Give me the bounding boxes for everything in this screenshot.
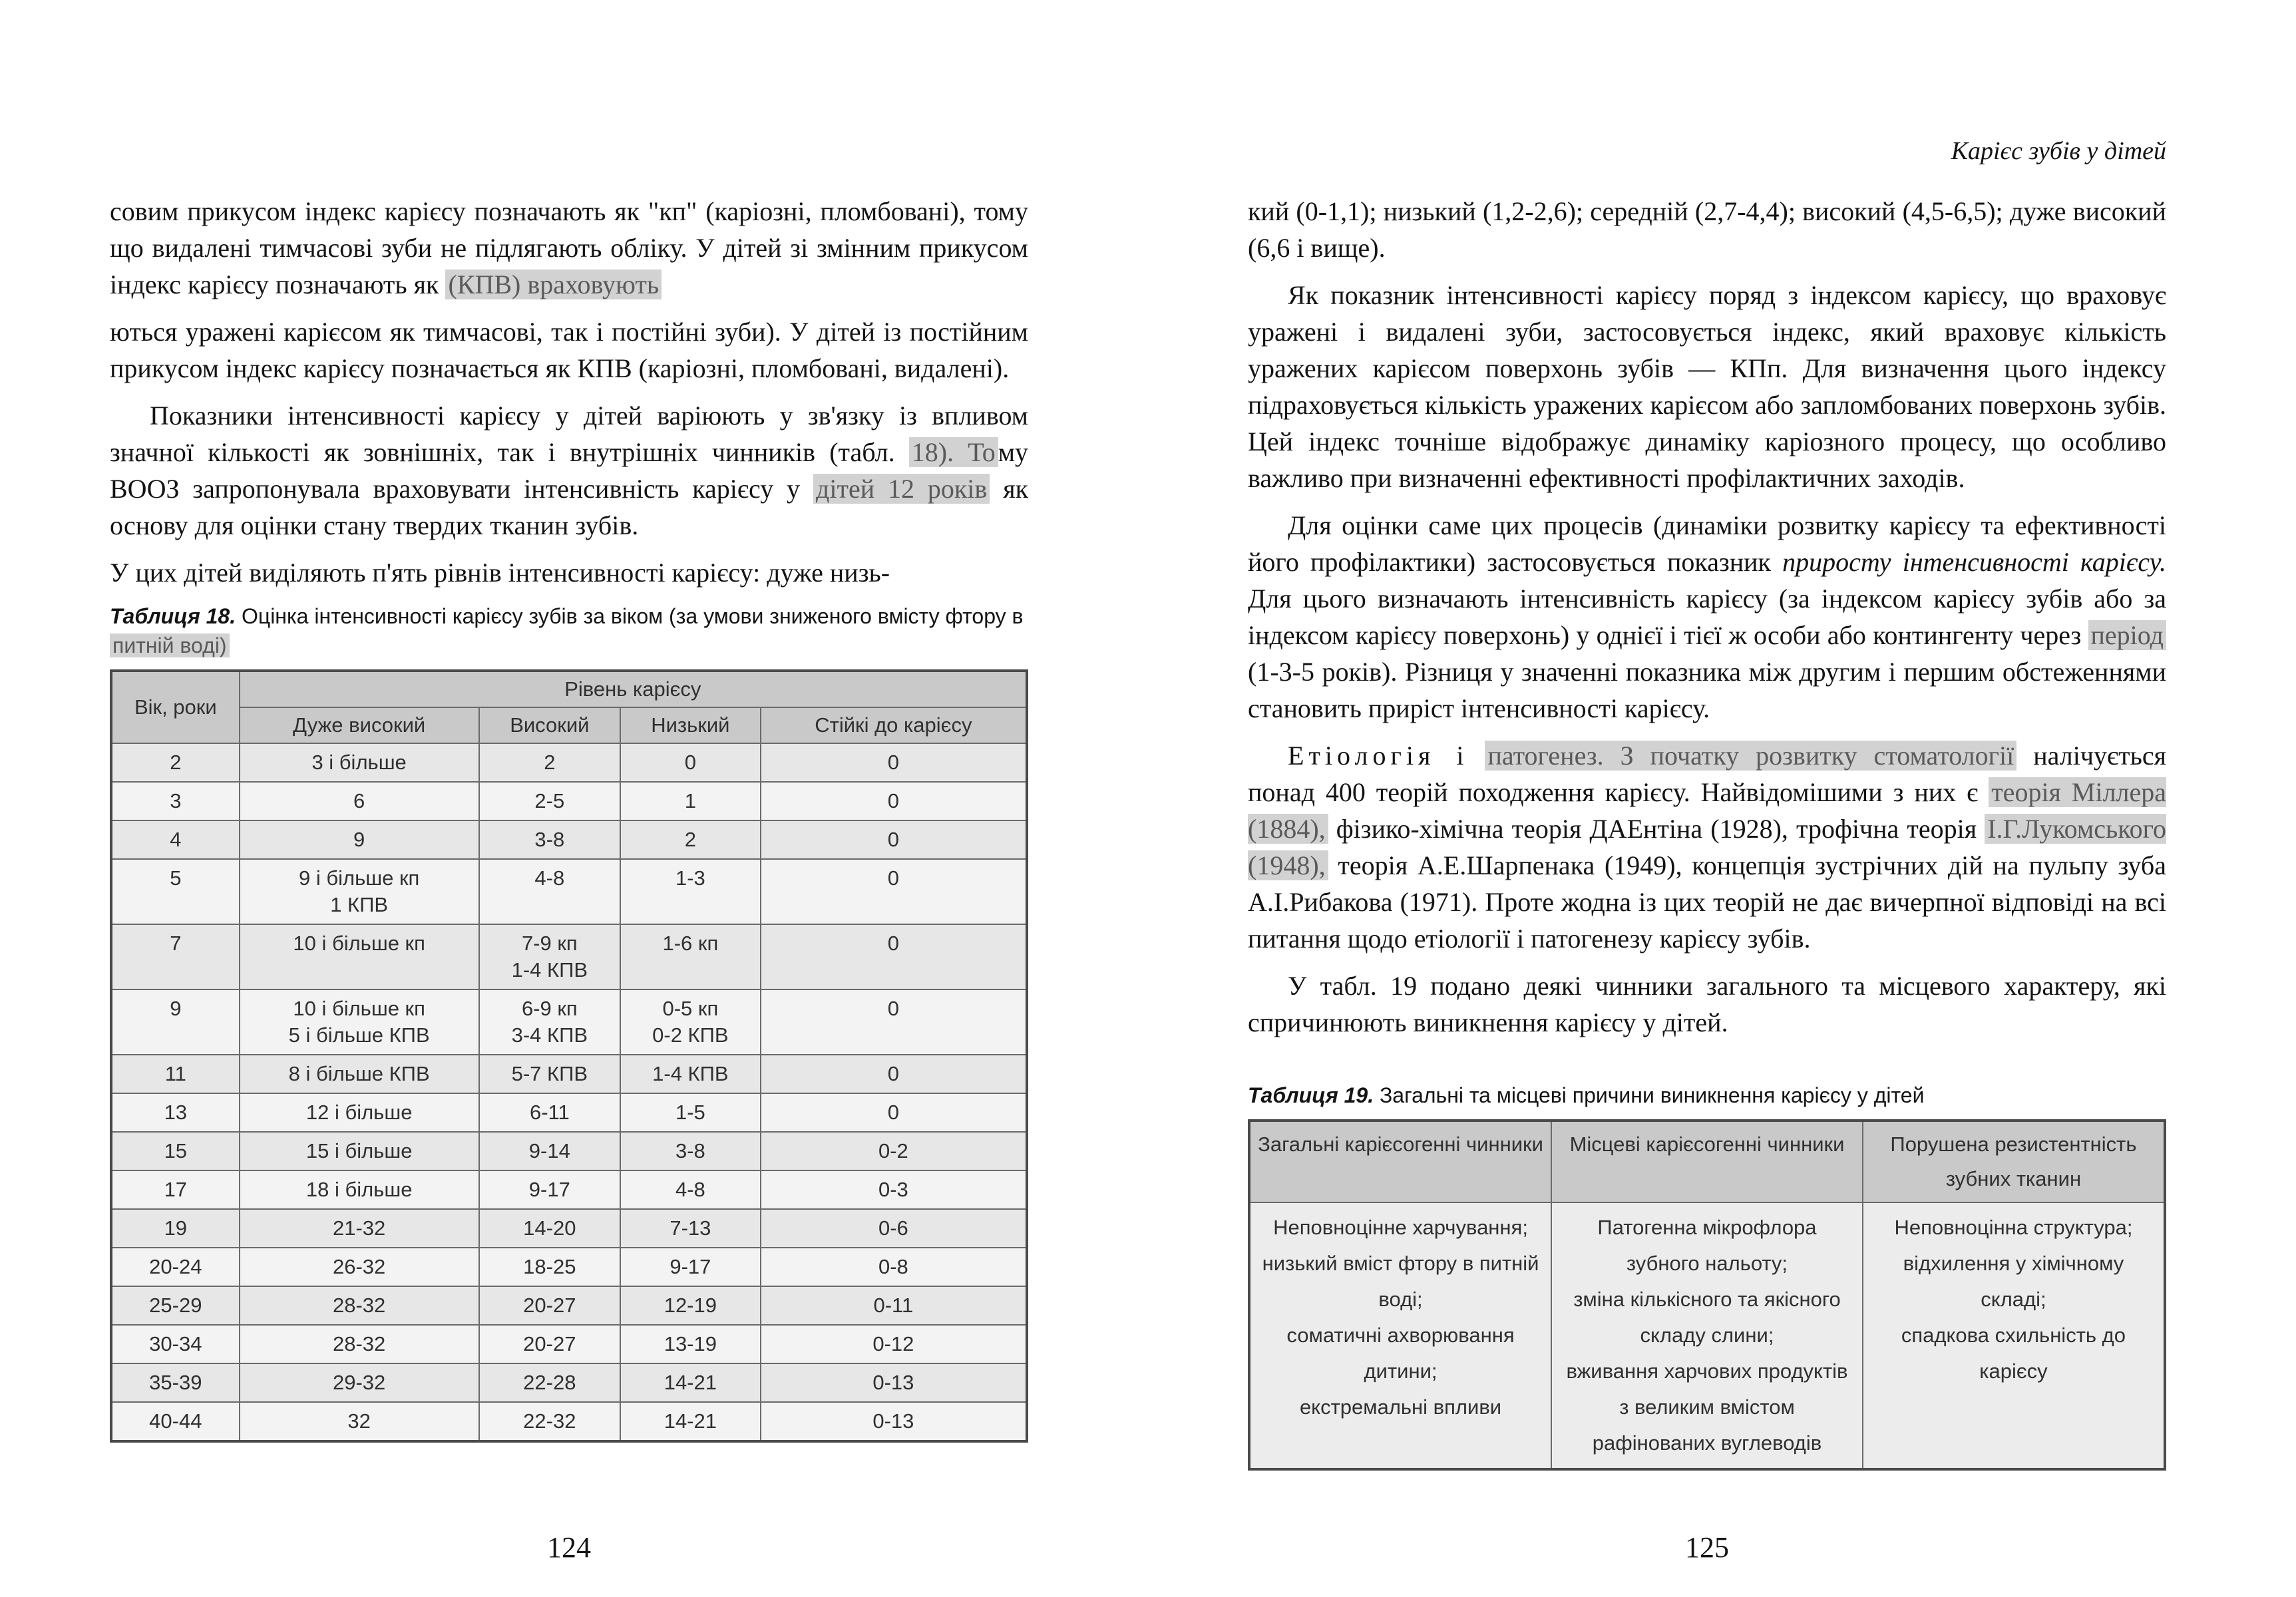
table-cell: 21-32 <box>240 1209 479 1248</box>
paragraph: Етіологія і патогенез. З початку розвитку стоматології налічується понад 400 теорій походження карієсу. Найвідомішими з них є теорія Міллера (1884), фізико-хімічна теорія ДАЕнтіна (1928), трофічна теорія І.Г.Лукомського (1948), теорія А.Е.Шарпенака (1949), концепція зустрічних дій на пульпу зуба А.І.Рибакова (1971). Проте жодна із цих теорій не дає вичерпної відповіді на всі питання щодо етіології і патогенезу карієсу зубів. <box>1248 741 2167 954</box>
table-19 <box>1248 1119 2166 1471</box>
emphasis: приросту інтенсивності карієсу. <box>1782 547 2167 577</box>
table-cell: 1-6 кп <box>620 924 761 989</box>
table-cell: 15 <box>111 1132 240 1170</box>
table-cell: 14-20 <box>479 1209 620 1248</box>
factor-item: низький вміст фтору в питній воді; <box>1262 1252 1539 1311</box>
shaded-text: (КПВ) враховують <box>445 269 662 299</box>
table-cell: 17 <box>111 1170 240 1209</box>
table-cell: 0 <box>761 820 1027 859</box>
table-cell: 22-28 <box>479 1363 620 1402</box>
table-row <box>111 1402 1027 1441</box>
table-cell: 0-13 <box>761 1363 1027 1402</box>
shaded-text: дітей 12 років <box>813 474 990 504</box>
factor-item: зміна кількісного та якісного складу слини; <box>1573 1288 1841 1347</box>
header-low: Низький <box>620 707 761 743</box>
table-cell: 32 <box>240 1402 479 1441</box>
factor-item: Патогенна мікрофлора зубного нальоту; <box>1597 1216 1817 1275</box>
table-cell: 2 <box>620 820 761 859</box>
table-cell: 9-14 <box>479 1132 620 1170</box>
table-cell: 1-4 КПВ <box>620 1055 761 1093</box>
table-cell: 0 <box>761 1055 1027 1093</box>
table-cell: 5-7 КПВ <box>479 1055 620 1093</box>
table-cell: 2 <box>479 743 620 782</box>
table-row <box>111 820 1027 859</box>
table-cell: 9-17 <box>620 1248 761 1286</box>
table-cell: 14-21 <box>620 1363 761 1402</box>
table-cell: 0 <box>761 782 1027 820</box>
table-title: Загальні та місцеві причини виникнення карієсу у дітей <box>1379 1083 1925 1107</box>
factor-item: екстремальні впливи <box>1299 1395 1502 1419</box>
page-number: 125 <box>1685 1531 1729 1564</box>
table-cell: 11 <box>111 1055 240 1093</box>
header-resistant: Стійкі до карієсу <box>761 707 1027 743</box>
table-cell: 13-19 <box>620 1325 761 1363</box>
table-row <box>111 1325 1027 1363</box>
table-cell: 28-32 <box>240 1325 479 1363</box>
shaded-text: період <box>2088 620 2166 650</box>
table-cell: 20-27 <box>479 1325 620 1363</box>
table-row <box>111 924 1027 989</box>
table-cell: 3-8 <box>479 820 620 859</box>
table-cell: 18-25 <box>479 1248 620 1286</box>
table-cell: 26-32 <box>240 1248 479 1286</box>
table-cell: 9 <box>111 989 240 1055</box>
header-resistance: Порушена резистентність зубних тканин <box>1863 1121 2165 1202</box>
page-number: 124 <box>547 1531 591 1564</box>
table-cell: 20-27 <box>479 1286 620 1325</box>
table-label: Таблиця 18. <box>110 604 236 628</box>
table-row <box>111 1170 1027 1209</box>
table-cell: 19 <box>111 1209 240 1248</box>
table-cell: 18 і більше <box>240 1170 479 1209</box>
shaded-text: 18). То <box>909 437 998 467</box>
table-cell: 0-11 <box>761 1286 1027 1325</box>
table-row <box>111 1286 1027 1325</box>
table-cell: 28-32 <box>240 1286 479 1325</box>
local-factors-cell <box>1551 1202 1863 1469</box>
table-cell: 7-13 <box>620 1209 761 1248</box>
table-cell: 4-8 <box>620 1170 761 1209</box>
factor-item: спадкова схильність до карієсу <box>1901 1324 2126 1383</box>
paragraph: Показники інтенсивності карієсу у дітей варіюють у зв'язку із впливом значної кількості як зовнішніх, так і внутрішніх чинників (табл. 18). То му ВООЗ запропонувала враховувати інтенсивність карієсу у дітей 12 років як основу для оцінки стану твердих тканин зубів. <box>110 401 1029 540</box>
table-cell: 2 <box>111 743 240 782</box>
factor-item: Неповноцінне харчування; <box>1273 1216 1528 1239</box>
table-cell: 0-6 <box>761 1209 1027 1248</box>
table-title: Оцінка інтенсивності карієсу зубів за віком (за умови зниженого вмісту фтору в <box>241 604 1024 628</box>
paragraph: кий (0-1,1); низький (1,2-2,6); середній (2,7-4,4); високий (4,5-6,5); дуже високий (6,6 і вище). <box>1248 196 2166 263</box>
table-cell: 22-32 <box>479 1402 620 1441</box>
table-row <box>111 782 1027 820</box>
table-cell: 14-21 <box>620 1402 761 1441</box>
paragraph: У табл. 19 подано деякі чинники загального та місцевого характеру, які спричинюють виникнення карієсу у дітей. <box>1248 971 2166 1037</box>
table-row <box>111 1363 1027 1402</box>
table-cell: 9-17 <box>479 1170 620 1209</box>
paragraph: Для оцінки саме цих процесів (динаміки розвитку карієсу та ефективності його профілактики) застосовується показник приросту інтенсивності карієсу. Для цього визначають інтенсивність карієсу (за індексом карієсу зубів або за індексом карієсу поверхонь) у однієї і тієї ж особи або контингенту через період (1-3-5 років). Різниця у значенні показника між другим і першим обстеженнями становить приріст інтенсивності карієсу. <box>1248 510 2167 723</box>
table-row <box>111 859 1027 924</box>
table-cell: 0 <box>761 1093 1027 1132</box>
table-cell: 7-9 кп 1-4 КПВ <box>479 924 620 989</box>
table-cell: 0 <box>620 743 761 782</box>
shaded-text: теорія Міллера (1884), <box>1248 777 2167 844</box>
table-18 <box>110 669 1028 1443</box>
table-cell: 0 <box>761 859 1027 924</box>
table-cell: 29-32 <box>240 1363 479 1402</box>
header-high: Високий <box>479 707 620 743</box>
table-cell: 0 <box>761 924 1027 989</box>
table-cell: 0-13 <box>761 1402 1027 1441</box>
table-cell: 0-5 кп 0-2 КПВ <box>620 989 761 1055</box>
table-cell: 6-11 <box>479 1093 620 1132</box>
table-cell: 8 і більше КПВ <box>240 1055 479 1093</box>
table-cell: 0-8 <box>761 1248 1027 1286</box>
table-cell: 30-34 <box>111 1325 240 1363</box>
table-18-caption <box>110 602 1028 660</box>
table-18-body <box>111 743 1027 1441</box>
factor-item: соматичні ахворювання дитини; <box>1286 1324 1515 1383</box>
table-cell: 0-2 <box>761 1132 1027 1170</box>
table-cell: 9 і більше кп 1 КПВ <box>240 859 479 924</box>
table-cell: 20-24 <box>111 1248 240 1286</box>
table-cell: 3 <box>111 782 240 820</box>
table-cell: 4-8 <box>479 859 620 924</box>
table-cell: 35-39 <box>111 1363 240 1402</box>
table-cell: 12-19 <box>620 1286 761 1325</box>
table-row <box>111 1055 1027 1093</box>
table-cell: 2-5 <box>479 782 620 820</box>
table-cell: 6 <box>240 782 479 820</box>
right-page <box>1248 0 2166 1597</box>
right-body-text <box>1248 193 2166 1471</box>
table-row <box>111 743 1027 782</box>
left-page <box>110 0 1028 1597</box>
running-head: Карієс зубів у дітей <box>1951 137 2166 165</box>
table-cell: 13 <box>111 1093 240 1132</box>
table-cell: 1-3 <box>620 859 761 924</box>
table-cell: 9 <box>240 820 479 859</box>
table-label: Таблиця 19. <box>1248 1083 1374 1107</box>
table-cell: 1-5 <box>620 1093 761 1132</box>
header-age: Вік, роки <box>111 671 240 743</box>
header-very-high: Дуже високий <box>240 707 479 743</box>
section-heading: Етіологія і <box>1288 741 1469 771</box>
table-cell: 0-12 <box>761 1325 1027 1363</box>
shaded-text: питній воді) <box>110 633 230 657</box>
table-cell: 10 і більше кп 5 і більше КПВ <box>240 989 479 1055</box>
factor-item: Неповноцінна структура; <box>1894 1216 2133 1239</box>
table-cell: 1 <box>620 782 761 820</box>
paragraph: ються уражені карієсом як тимчасові, так і постійні зуби). У дітей із постійним прикусом індекс карієсу позначається як КПВ (каріозні, пломбовані, видалені). <box>110 317 1028 383</box>
table-cell: 6-9 кп 3-4 КПВ <box>479 989 620 1055</box>
table-cell: 0 <box>761 743 1027 782</box>
table-cell: 4 <box>111 820 240 859</box>
factor-item: відхилення у хімічному складі; <box>1903 1252 2124 1311</box>
table-cell: 10 і більше кп <box>240 924 479 989</box>
table-cell: 5 <box>111 859 240 924</box>
shaded-text: патогенез. З початку розвитку стоматології <box>1485 741 2016 771</box>
general-factors-cell <box>1249 1202 1551 1469</box>
table-cell: 7 <box>111 924 240 989</box>
header-group: Рівень карієсу <box>240 671 1027 707</box>
table-row <box>111 1093 1027 1132</box>
table-cell: 0 <box>761 989 1027 1055</box>
paragraph: Як показник інтенсивності карієсу поряд з індексом карієсу, що враховує уражені і видалені зуби, застосовується індекс, який враховує кількість уражених карієсом поверхонь зубів — КПп. Для визначення цього індексу підраховується кількість уражених карієсом або запломбованих поверхонь зубів. Цей індекс точніше відображує динаміку каріозного процесу, що особливо важливо при визначенні ефективності профілактичних заходів. <box>1248 280 2166 493</box>
table-cell: 25-29 <box>111 1286 240 1325</box>
table-cell: 0-3 <box>761 1170 1027 1209</box>
header-local: Місцеві карієсогенні чинники <box>1551 1121 1863 1202</box>
table-row <box>111 1132 1027 1170</box>
table-row <box>111 989 1027 1055</box>
table-19-caption <box>1248 1081 2166 1110</box>
paragraph: совим прикусом індекс карієсу позначають як "кп" (каріозні, пломбовані), тому що видалені тимчасові зуби не підлягають обліку. У дітей зі змінним прикусом індекс карієсу позначають як (КПВ) враховують <box>110 196 1028 299</box>
table-row <box>111 1209 1027 1248</box>
table-cell: 12 і більше <box>240 1093 479 1132</box>
paragraph: У цих дітей виділяють п'ять рівнів інтенсивності карієсу: дуже низь- <box>110 558 890 588</box>
factor-item: вживання харчових продуктів з великим вмістом рафінованих вуглеводів <box>1566 1359 1848 1455</box>
table-cell: 3 і більше <box>240 743 479 782</box>
header-general: Загальні карієсогенні чинники <box>1249 1121 1551 1202</box>
table-row <box>111 1248 1027 1286</box>
table-cell: 40-44 <box>111 1402 240 1441</box>
shaded-text: І.Г.Лукомського (1948), <box>1248 814 2167 880</box>
left-body-text <box>110 193 1028 1443</box>
resistance-factors-cell <box>1863 1202 2165 1469</box>
table-cell: 3-8 <box>620 1132 761 1170</box>
table-cell: 15 і більше <box>240 1132 479 1170</box>
